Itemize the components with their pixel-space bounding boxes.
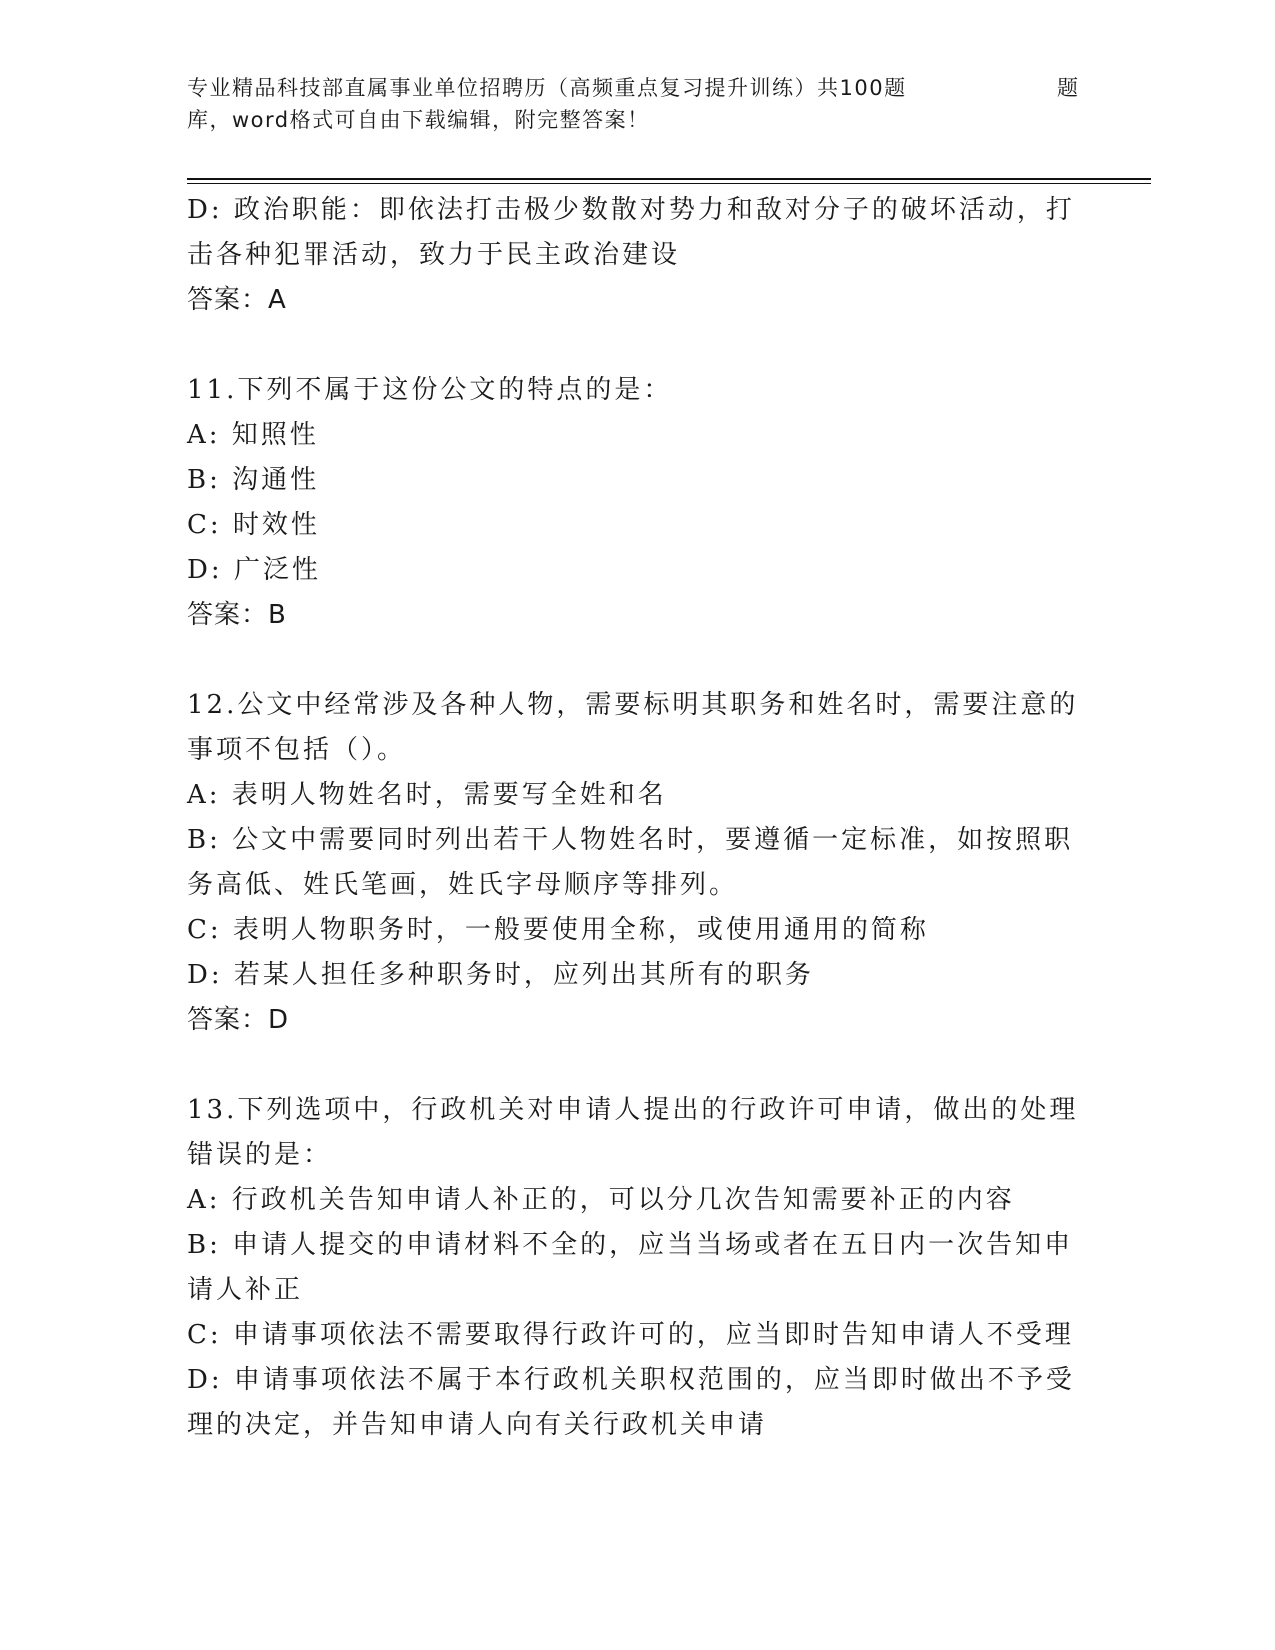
spacer xyxy=(187,323,1087,368)
page-header xyxy=(187,72,1087,136)
document-body xyxy=(187,188,1087,1448)
header-title: 专业精品科技部直属事业单位招聘历（高频重点复习提升训练）共100题 xyxy=(187,76,907,100)
q12-option-c: C: 表明人物职务时，一般要使用全称，或使用通用的简称 xyxy=(187,915,929,945)
header-rule-thick xyxy=(187,178,1151,180)
q11-option-d: D: 广泛性 xyxy=(187,555,321,585)
q12-option-b-line-2: 务高低、姓氏笔画，姓氏字母顺序等排列。 xyxy=(187,870,739,900)
q13-option-c: C: 申请事项依法不需要取得行政许可的，应当即时告知申请人不受理 xyxy=(187,1320,1074,1350)
q12-option-a: A: 表明人物姓名时，需要写全姓和名 xyxy=(187,780,667,810)
header-title-tail: 题 xyxy=(1057,76,1080,100)
spacer xyxy=(187,1043,1087,1088)
q13-option-d-line-1: D: 申请事项依法不属于本行政机关职权范围的，应当即时做出不予受 xyxy=(187,1365,1075,1395)
q12-question-line-2: 事项不包括（）。 xyxy=(187,735,407,765)
header-line-2: 库，word格式可自由下载编辑，附完整答案！ xyxy=(187,108,650,132)
q11-question: 11.下列不属于这份公文的特点的是： xyxy=(187,375,673,405)
q12-question-line-1: 12.公文中经常涉及各种人物，需要标明其职务和姓名时，需要注意的 xyxy=(187,690,1079,720)
header-rule-thin xyxy=(187,183,1151,184)
q11-option-b: B: 沟通性 xyxy=(187,465,320,495)
q11-answer: 答案：B xyxy=(187,600,287,630)
spacer xyxy=(187,638,1087,683)
q13-question-line-1: 13.下列选项中，行政机关对申请人提出的行政许可申请，做出的处理 xyxy=(187,1095,1079,1125)
q11-option-c: C: 时效性 xyxy=(187,510,320,540)
q13-option-a: A: 行政机关告知申请人补正的，可以分几次告知需要补正的内容 xyxy=(187,1185,1015,1215)
prev-option-d-line-1: D: 政治职能：即依法打击极少数散对势力和敌对分子的破坏活动，打 xyxy=(187,195,1075,225)
q13-option-b-line-2: 请人补正 xyxy=(187,1275,304,1305)
q12-option-d: D: 若某人担任多种职务时，应列出其所有的职务 xyxy=(187,960,814,990)
q11-option-a: A: 知照性 xyxy=(187,420,319,450)
q13-question-line-2: 错误的是： xyxy=(187,1140,333,1170)
header-line-1 xyxy=(187,72,1087,104)
q13-option-b-line-1: B: 申请人提交的申请材料不全的，应当当场或者在五日内一次告知申 xyxy=(187,1230,1074,1260)
q13-option-d-line-2: 理的决定，并告知申请人向有关行政机关申请 xyxy=(187,1410,768,1440)
q12-option-b-line-1: B: 公文中需要同时列出若干人物姓名时，要遵循一定标准，如按照职 xyxy=(187,825,1074,855)
prev-option-d-line-2: 击各种犯罪活动，致力于民主政治建设 xyxy=(187,240,681,270)
prev-answer: 答案：A xyxy=(187,285,287,315)
q12-answer: 答案：D xyxy=(187,1005,290,1035)
